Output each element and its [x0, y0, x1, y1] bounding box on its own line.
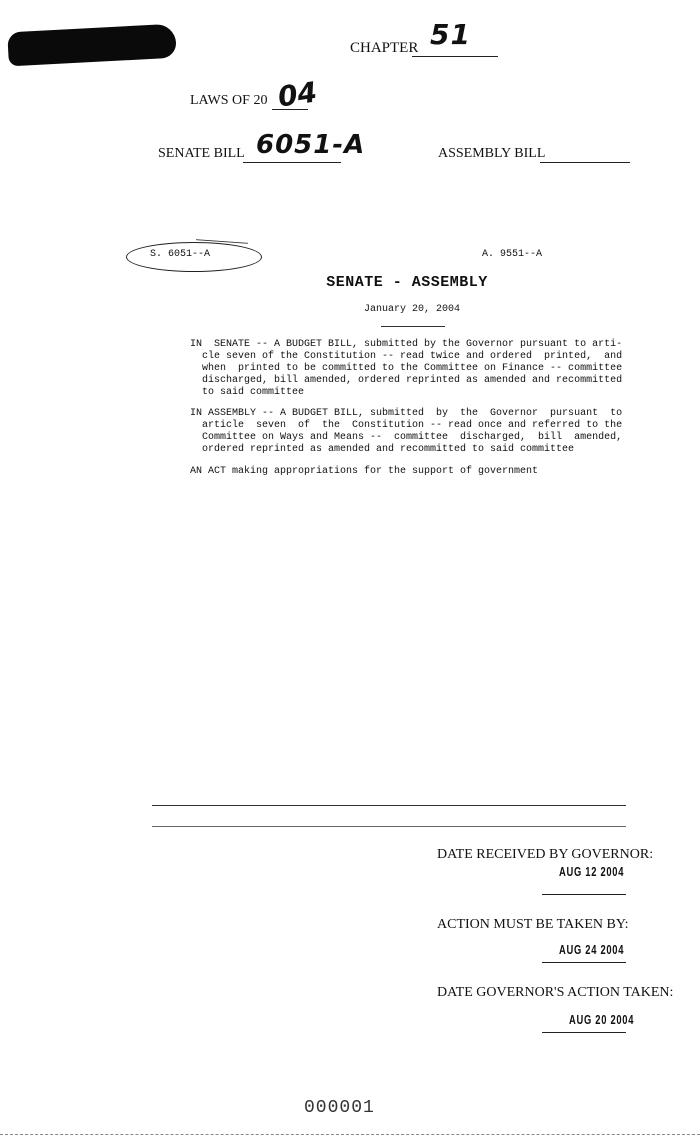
bill-title: SENATE - ASSEMBLY — [326, 274, 488, 291]
date-rule — [381, 326, 445, 327]
chapter-label: CHAPTER — [350, 40, 419, 56]
action-taken-stamp: AUG 20 2004 — [569, 1012, 635, 1027]
assembly-bill-label: ASSEMBLY BILL — [438, 146, 546, 161]
senate-bill-line — [243, 162, 341, 163]
action-deadline-line — [542, 962, 626, 963]
received-date-stamp: AUG 12 2004 — [559, 864, 625, 879]
action-taken-label: DATE GOVERNOR'S ACTION TAKEN: — [437, 985, 674, 1000]
bill-date: January 20, 2004 — [363, 304, 460, 315]
senate-bill-number: 6051-A — [256, 130, 366, 160]
action-deadline-label: ACTION MUST BE TAKEN BY: — [437, 917, 629, 932]
act-title: AN ACT making appropriations for the support of government — [190, 466, 539, 477]
chapter-line — [412, 56, 498, 57]
received-by-governor-label: DATE RECEIVED BY GOVERNOR: — [437, 847, 654, 862]
laws-year: 04 — [275, 75, 320, 114]
scan-edge — [0, 1134, 700, 1135]
page-number: 000001 — [304, 1098, 375, 1118]
section-divider — [152, 805, 626, 806]
senate-bill-label: SENATE BILL — [158, 146, 245, 161]
received-date-line — [542, 894, 626, 895]
assembly-paragraph: IN ASSEMBLY -- A BUDGET BILL, submitted by the Governor pursuant to article seven of the Constitution -- read once and referred to the Committee on Ways and Means -- committee discharged, bill amended, ordered reprinted as amended and recommitted to said committee — [190, 408, 623, 455]
chapter-number: 51 — [430, 18, 471, 51]
assembly-print-number: A. 9551--A — [482, 249, 543, 260]
action-taken-line — [542, 1032, 626, 1033]
senate-paragraph: IN SENATE -- A BUDGET BILL, submitted by the Governor pursuant to arti- cle seven of the Constitution -- read twice and ordered printed, and when printed to be committed to the Committee on Finance -- committee discharged, bill amended, ordered reprinted as amended and recommitted to said committee — [190, 339, 623, 398]
laws-label: LAWS OF 20 — [190, 93, 268, 108]
section-divider — [152, 826, 626, 827]
action-deadline-stamp: AUG 24 2004 — [559, 942, 625, 957]
redaction-mark — [7, 24, 177, 67]
senate-print-number: S. 6051--A — [150, 249, 211, 260]
assembly-bill-line — [540, 162, 630, 163]
